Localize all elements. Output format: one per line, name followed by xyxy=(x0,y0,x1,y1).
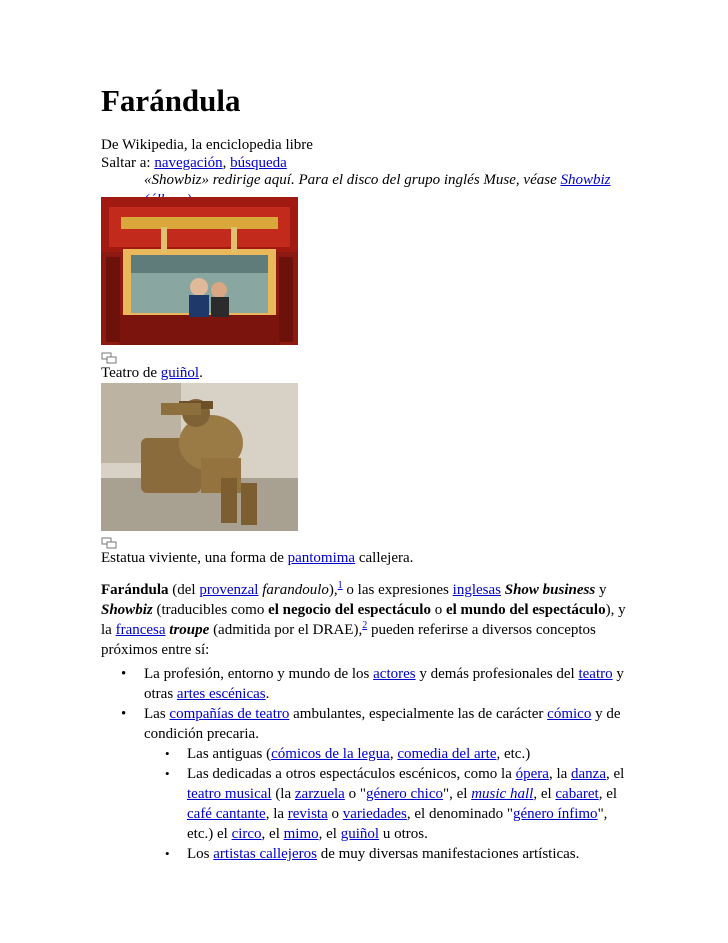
text: u otros. xyxy=(379,826,428,842)
text: o xyxy=(327,806,343,822)
text: , el xyxy=(318,826,341,842)
text: ", etc.) el xyxy=(187,806,608,842)
text: y otras xyxy=(144,666,624,702)
text: (la xyxy=(271,786,295,802)
link-comedia-del-arte[interactable]: comedia del arte xyxy=(397,746,497,762)
enlarge-icon[interactable] xyxy=(101,350,119,362)
term-mundo: el mundo del espectáculo xyxy=(445,602,606,618)
link-danza[interactable]: danza xyxy=(571,766,606,782)
text: y demás profesionales del xyxy=(415,666,579,682)
term-show-business: Show business xyxy=(504,582,596,598)
link-mimo[interactable]: mimo xyxy=(283,826,319,842)
link-inglesas[interactable]: inglesas xyxy=(452,582,501,598)
definitions-list xyxy=(101,664,631,744)
text: (admitida por el DRAE), xyxy=(209,622,363,638)
term-farandula: Farándula xyxy=(101,582,169,598)
text: , xyxy=(389,746,398,762)
link-cabaret[interactable]: cabaret xyxy=(555,786,599,802)
figure-caption-statue xyxy=(101,548,413,568)
intro-paragraph xyxy=(101,580,631,660)
text: , el xyxy=(533,786,556,802)
text: , el xyxy=(606,766,625,782)
link-variedades[interactable]: variedades xyxy=(342,806,407,822)
link-guinol[interactable]: guiñol xyxy=(340,826,380,842)
text: Los xyxy=(187,846,214,862)
link-genero-chico[interactable]: género chico xyxy=(365,786,444,802)
link-comico[interactable]: cómico xyxy=(547,706,592,722)
text: , la xyxy=(265,806,288,822)
jump-search-link[interactable]: búsqueda xyxy=(230,155,287,171)
link-teatro-musical[interactable]: teatro musical xyxy=(187,786,272,802)
text: , la xyxy=(548,766,572,782)
link-genero-infimo[interactable]: género ínfimo xyxy=(513,806,598,822)
text: , etc.) xyxy=(496,746,531,762)
list-item xyxy=(101,844,631,864)
text: ", el xyxy=(443,786,472,802)
link-companias-de-teatro[interactable]: compañías de teatro xyxy=(169,706,290,722)
term-troupe: troupe xyxy=(169,622,210,638)
link-circo[interactable]: circo xyxy=(231,826,262,842)
link-opera[interactable]: ópera xyxy=(515,766,549,782)
text: y de condición precaria. xyxy=(144,706,621,742)
text: Las dedicadas a otros espectáculos escénicos, como la xyxy=(187,766,516,782)
jump-prefix: Saltar a: xyxy=(101,155,155,171)
caption-text: Teatro de xyxy=(101,365,161,381)
text: Las xyxy=(144,706,170,722)
term-farandoulo: farandoulo xyxy=(262,582,329,598)
text: o las expresiones xyxy=(342,582,453,598)
text: o " xyxy=(344,786,366,802)
link-actores[interactable]: actores xyxy=(373,666,416,682)
term-negocio: el negocio del espectáculo xyxy=(268,602,431,618)
caption-text: Estatua viviente, una forma de xyxy=(101,550,288,566)
link-artes-escenicas[interactable]: artes escénicas xyxy=(176,686,266,702)
link-francesa[interactable]: francesa xyxy=(115,622,166,638)
link-artistas-callejeros[interactable]: artistas callejeros xyxy=(213,846,317,862)
companies-sublist xyxy=(101,744,631,864)
link-revista[interactable]: revista xyxy=(287,806,328,822)
text: pueden referirse a diversos conceptos próximos entre sí: xyxy=(101,622,596,658)
puppet-theatre-image[interactable] xyxy=(101,197,298,345)
list-item xyxy=(101,704,631,744)
link-music-hall[interactable]: music hall xyxy=(471,786,534,802)
text: (traducibles como xyxy=(152,602,269,618)
text: , el xyxy=(261,826,284,842)
ref-1-link[interactable]: 1 xyxy=(337,580,343,591)
text: . xyxy=(265,686,270,702)
text: (del xyxy=(168,582,200,598)
figure-caption-puppet xyxy=(101,363,203,383)
link-provenzal[interactable]: provenzal xyxy=(199,582,259,598)
link-zarzuela[interactable]: zarzuela xyxy=(294,786,345,802)
list-item xyxy=(101,744,631,764)
link-comicos-de-la-legua[interactable]: cómicos de la legua xyxy=(271,746,390,762)
site-subtitle: De Wikipedia, la enciclopedia libre xyxy=(101,137,313,153)
text: , el denominado " xyxy=(406,806,513,822)
link-cafe-cantante[interactable]: café cantante xyxy=(187,806,266,822)
hatnote-link[interactable]: Showbiz xyxy=(560,172,611,188)
list-item xyxy=(101,764,631,844)
text: La profesión, entorno y mundo de los xyxy=(144,666,374,682)
enlarge-icon[interactable] xyxy=(101,535,119,547)
caption-link-guinol[interactable]: guiñol xyxy=(160,365,200,381)
link-teatro[interactable]: teatro xyxy=(578,666,613,682)
text: ), y la xyxy=(101,602,626,638)
text: de muy diversas manifestaciones artísticas. xyxy=(316,846,580,862)
ref-2-link[interactable]: 2 xyxy=(362,620,368,631)
caption-link-pantomima[interactable]: pantomima xyxy=(287,550,356,566)
text: y xyxy=(595,582,607,598)
caption-text: callejera. xyxy=(355,550,414,566)
living-statue-image[interactable] xyxy=(101,383,298,531)
hatnote-text: «Showbiz» redirige aquí. Para el disco del grupo inglés Muse, véase xyxy=(144,172,561,188)
text: Las antiguas ( xyxy=(187,746,272,762)
text: ambulantes, especialmente las de carácter xyxy=(289,706,548,722)
text: , el xyxy=(598,786,618,802)
text: ), xyxy=(328,582,338,598)
page-title: Farándula xyxy=(101,83,241,118)
text: o xyxy=(430,602,446,618)
jump-separator: , xyxy=(222,155,231,171)
jump-nav-link[interactable]: navegación xyxy=(154,155,223,171)
term-showbiz: Showbiz xyxy=(101,602,153,618)
list-item xyxy=(101,664,631,704)
caption-text: . xyxy=(199,365,203,381)
